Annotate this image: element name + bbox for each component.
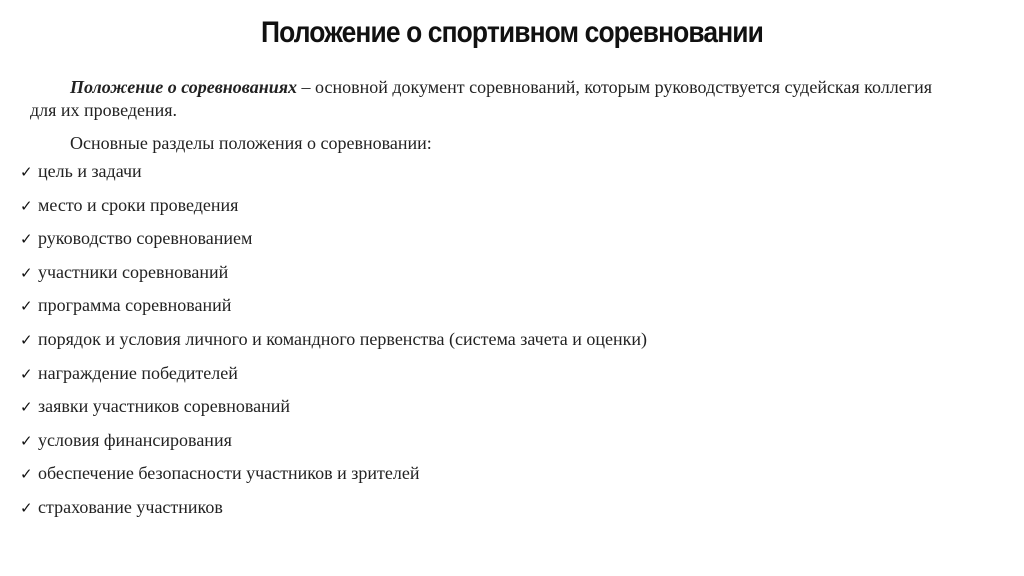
check-mark-icon: ✓ bbox=[20, 196, 33, 215]
list-item-label: руководство соревнованием bbox=[38, 228, 253, 249]
check-mark-icon: ✓ bbox=[20, 465, 33, 484]
check-mark-icon: ✓ bbox=[20, 364, 33, 383]
check-mark-icon: ✓ bbox=[20, 498, 33, 517]
check-mark-icon: ✓ bbox=[20, 163, 33, 181]
slide-title: Положение о спортивном соревновании bbox=[261, 16, 763, 49]
list-item bbox=[20, 193, 950, 227]
list-item bbox=[20, 428, 950, 462]
list-item bbox=[20, 159, 950, 193]
list-item-label: участники соревнований bbox=[38, 261, 229, 282]
list-item-label: цель и задачи bbox=[38, 161, 142, 181]
list-item-label: порядок и условия личного и командного первенства (система зачета и оценки) bbox=[38, 328, 648, 349]
intro-definition: – основной документ соревнований, которым руководствуется судейская коллегия для их проведения. bbox=[30, 77, 933, 120]
check-mark-icon: ✓ bbox=[20, 230, 33, 249]
list-item-label: заявки участников соревнований bbox=[38, 396, 291, 417]
intro-term: Положение о соревнованиях bbox=[70, 77, 297, 97]
list-item bbox=[20, 394, 950, 428]
list-item bbox=[20, 361, 950, 395]
list-item bbox=[20, 293, 950, 327]
check-mark-icon: ✓ bbox=[20, 263, 33, 282]
check-mark-icon: ✓ bbox=[20, 398, 33, 417]
list-item bbox=[20, 260, 950, 294]
list-item-label: место и сроки проведения bbox=[38, 194, 239, 215]
list-item-label: страхование участников bbox=[38, 496, 223, 517]
list-item bbox=[20, 461, 950, 495]
slide-body bbox=[20, 76, 950, 529]
intro-paragraph bbox=[30, 76, 950, 122]
list-item bbox=[20, 226, 950, 260]
list-item bbox=[20, 327, 950, 361]
check-mark-icon: ✓ bbox=[20, 330, 33, 349]
list-item-label: обеспечение безопасности участников и зрителей bbox=[38, 463, 420, 484]
sections-heading: Основные разделы положения о соревновании: bbox=[70, 133, 432, 153]
list-item-label: условия финансирования bbox=[38, 429, 232, 450]
list-item bbox=[20, 495, 950, 529]
sections-list bbox=[20, 159, 950, 529]
check-mark-icon: ✓ bbox=[20, 297, 33, 316]
check-mark-icon: ✓ bbox=[20, 431, 33, 450]
list-item-label: программа соревнований bbox=[38, 295, 232, 316]
list-item-label: награждение победителей bbox=[38, 362, 238, 383]
